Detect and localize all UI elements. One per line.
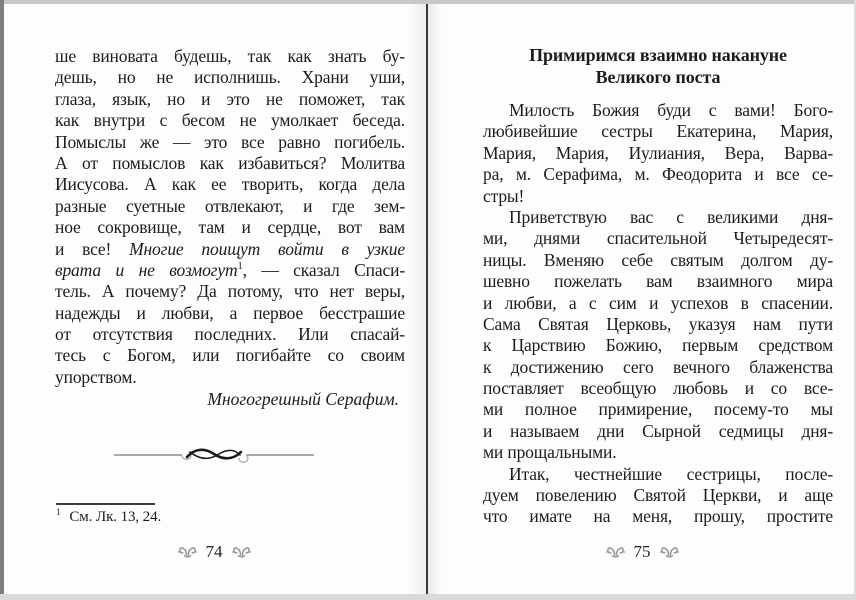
text-segment: ми, днями спасительной Четыредесят- [483,228,833,249]
text-line [55,367,405,388]
text-line [483,186,833,207]
text-line [55,260,405,281]
text-segment: Милость Божия буди с вами! Бого- [509,100,833,120]
text-segment: Итак, честнейшие сестрицы, после- [509,463,833,484]
chapter-title-line1: Примиримся взаимно накануне [529,45,787,65]
text-segment: ми полное примирение, посему-то мы [483,399,833,420]
text-line [55,46,405,67]
text-line [483,421,833,442]
text-line [55,67,405,88]
text-segment: ницы. Вменяю себе святым долгом ду- [483,249,833,270]
text-line [483,121,833,142]
text-segment: врата и не возмогут [55,259,238,280]
left-page-number: 74 [205,542,223,561]
text-segment: Сама Святая Церковь, указуя нам пути [483,313,833,334]
text-segment: Помыслы же — это все равно погибель. [55,131,405,152]
fleuron-right-icon [232,545,251,559]
text-segment: глаза, язык, но и это не поможет, так [55,88,405,109]
footnote-reference: 1 [237,261,243,273]
text-line [55,196,405,217]
text-line [483,164,833,185]
gutter-shadow-left [406,4,426,594]
text-line [55,153,405,174]
footnote-text: См. Лк. 13, 24. [69,509,162,525]
text-segment: Многие поищут войти в узкие [129,238,405,259]
text-segment: упорством. [55,366,137,387]
text-segment: разные суетные отвлекают, и где зем- [55,195,405,216]
text-segment: , — сказал Спаси- [242,259,405,280]
photo-edge-left [0,0,4,600]
text-line [483,250,833,271]
text-line [483,228,833,249]
section-divider-swash-icon [114,442,314,468]
right-page-number: 75 [633,542,651,561]
text-line [483,357,833,378]
text-segment: Мария, Мария, Иулиания, Вера, Варва- [483,142,833,163]
gutter-shadow-right [428,4,442,594]
right-page-footer [428,542,856,562]
text-segment: дешь, но не исполнишь. Храни уши, [55,67,405,88]
text-segment: и называем дни Сырной седмицы дня- [483,420,833,441]
text-line [55,110,405,131]
text-segment: надежды и любви, а первое бесстрашие [55,302,405,323]
text-line [55,345,405,366]
text-segment: стры! [483,185,525,206]
text-line [483,100,833,121]
text-segment: тесь с Богом, или погибайте со своим [55,345,405,366]
right-page-body-text [483,100,833,528]
text-line [55,174,405,195]
text-segment: Приветствую вас с великими дня- [509,206,833,227]
footnote-rule [56,503,155,505]
text-segment: и любви, а с сим и успехов в спасении. [483,292,833,313]
text-segment: поставляет всеобщую любовь и со все- [483,378,833,399]
footnote-marker: 1 [56,507,61,517]
left-page-footer [0,542,428,562]
text-line [483,464,833,485]
text-line [483,314,833,335]
footnote [56,509,161,526]
text-line [483,207,833,228]
fleuron-left-icon [606,545,625,559]
text-segment: ра, м. Серафима, м. Феодорита и все се- [483,164,833,185]
text-segment: и все! [55,238,130,259]
text-line [55,217,405,238]
text-segment: к Царствию Божию, первым средством [483,335,833,356]
text-segment: к достижению сего вечного блаженства [483,356,833,377]
text-line [483,271,833,292]
fleuron-left-icon [178,545,197,559]
text-line [483,293,833,314]
text-line [55,132,405,153]
text-line [55,89,405,110]
text-line [55,324,405,345]
text-line [55,239,405,260]
text-segment: шевно пожелать вам взаимного мира [483,271,833,292]
text-segment: ми прощальными. [483,442,617,463]
text-segment: от отсутствия последних. Или спасай- [55,324,405,345]
text-segment: А от помыслов как избавиться? Молитва [55,152,405,173]
text-line [483,399,833,420]
text-line [55,303,405,324]
text-segment: Иисусова. А как ее творить, когда дела [55,174,405,195]
text-line [55,281,405,302]
fleuron-right-icon [660,545,679,559]
chapter-title-line2: Великого поста [595,66,721,87]
text-segment: дуем повелению Святой Церкви, и аще [483,485,833,506]
text-line [483,335,833,356]
text-segment: как внутри с бесом не умолкает беседа. [55,110,405,131]
text-line [483,506,833,527]
text-segment: ное сокровище, там и сердце, вот вам [55,217,405,238]
page-gutter [426,4,428,594]
text-segment: что имате на меня, прошу, простите [483,506,833,527]
signature-line: Многогрешный Серафим. [207,389,399,409]
chapter-title [483,45,833,88]
text-segment: любивейшие сестры Екатерина, Мария, [483,121,833,142]
left-page-body-text [55,46,405,388]
text-line [483,442,833,463]
text-line [483,378,833,399]
photo-edge-bottom [0,594,856,600]
text-segment: тель. А почему? Да потому, что нет веры, [55,281,405,302]
text-line [483,143,833,164]
text-line [483,485,833,506]
text-segment: ше виновата будешь, так как знать бу- [55,46,405,66]
